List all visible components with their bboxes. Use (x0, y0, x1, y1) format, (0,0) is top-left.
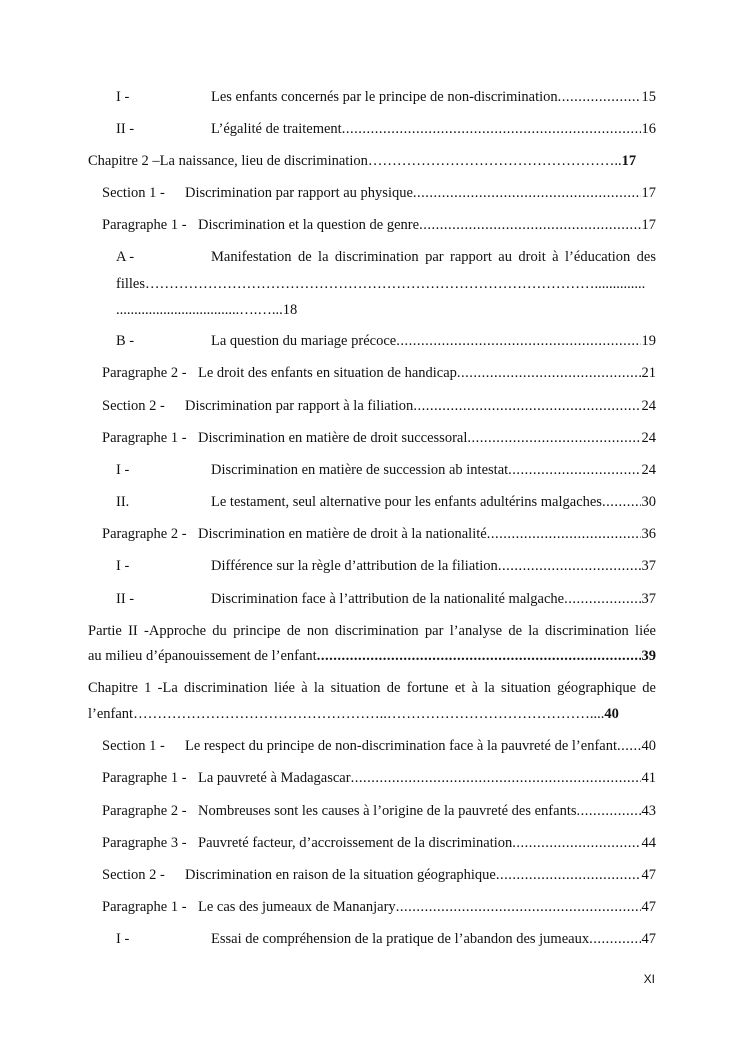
toc-entry (88, 491, 656, 513)
toc-leader (496, 864, 641, 886)
toc-page: 37 (641, 558, 656, 574)
toc-title: Discrimination en raison de la situation géographique (185, 867, 496, 883)
toc-title: Le droit des enfants en situation de handicap (198, 365, 457, 381)
toc-title: Discrimination en matière de droit à la nationalité (198, 526, 487, 542)
toc-leader (617, 735, 641, 757)
toc-title: Discrimination en matière de succession ab intestat (211, 462, 509, 478)
toc-leader (413, 395, 640, 417)
toc-entry (88, 459, 656, 481)
toc-title: Le respect du principe de non-discrimination face à la pauvreté de l’enfant (185, 738, 617, 754)
toc-chapter-entry-line2 (88, 703, 656, 725)
toc-page: 47 (641, 899, 656, 915)
toc-chapter-entry (88, 677, 656, 699)
toc-title: Manifestation de la discrimination par rapport au droit à l’éducation des (211, 249, 656, 265)
toc-entry (88, 214, 656, 236)
toc-page: 16 (641, 121, 656, 137)
toc-title: Essai de compréhension de la pratique de l’abandon des jumeaux (211, 931, 590, 947)
toc-page: 40 (641, 738, 656, 754)
toc-page: 24 (641, 398, 656, 414)
toc-title: Discrimination face à l’attribution de la nationalité malgache (211, 591, 565, 607)
toc-label: I - (116, 89, 130, 105)
toc-leader (602, 491, 641, 513)
toc-label: A - (116, 249, 135, 265)
toc-entry (88, 588, 656, 610)
toc-page: 39 (641, 648, 656, 664)
toc-leader (396, 896, 641, 918)
toc-entry (88, 362, 656, 384)
toc-page: 37 (641, 591, 656, 607)
toc-leader (508, 459, 640, 481)
toc-title: Chapitre 1 -La discrimination liée à la situation de fortune et à la situation géographique de (88, 680, 656, 696)
page-number: XI (643, 972, 655, 986)
toc-title: Chapitre 2 –La naissance, lieu de discrimination…………………………………………….. (88, 153, 622, 169)
toc-page: 43 (641, 803, 656, 819)
toc-label: Paragraphe 1 - (102, 430, 187, 446)
toc-page: 47 (641, 931, 656, 947)
toc-leader (317, 645, 641, 667)
toc-entry (88, 767, 656, 789)
toc-entry (88, 330, 656, 352)
toc-title: L’égalité de traitement (211, 121, 342, 137)
toc-entry (88, 555, 656, 577)
toc-entry (88, 86, 656, 108)
toc-title: La question du mariage précoce (211, 333, 397, 349)
toc-label: Paragraphe 1 - (102, 770, 187, 786)
toc-label: Section 2 - (102, 867, 165, 883)
toc-page: 41 (641, 770, 656, 786)
toc-leader (558, 86, 641, 108)
toc-title: Partie II -Approche du principe de non discrimination par l’analyse de la discrimination liée (88, 623, 656, 639)
toc-entry (88, 832, 656, 854)
toc-entry (88, 896, 656, 918)
toc-entry (88, 800, 656, 822)
toc-label: I - (116, 931, 130, 947)
toc-label: II. (116, 494, 130, 510)
toc-title: Nombreuses sont les causes à l’origine de la pauvreté des enfants (198, 803, 577, 819)
toc-leader (498, 555, 641, 577)
toc-label: Paragraphe 2 - (102, 803, 187, 819)
toc-entry (88, 928, 656, 950)
toc-title-continuation: ..................................….…...18 (116, 302, 298, 318)
toc-title-continuation: filles………………………………………………………………………………….............. (116, 276, 646, 292)
toc-chapter-entry (88, 150, 656, 172)
toc-leader (577, 800, 641, 822)
toc-leader (396, 330, 640, 352)
toc-title: l’enfant……………………………………………..…………………………………….... (88, 706, 605, 722)
toc-part-entry (88, 620, 656, 642)
toc-label: Paragraphe 2 - (102, 526, 187, 542)
toc-page: 44 (641, 835, 656, 851)
toc-title: au milieu d’épanouissement de l’enfant (88, 648, 317, 664)
toc-entry (88, 246, 656, 268)
toc-part-entry-line2 (88, 645, 656, 667)
toc-page: 17 (641, 185, 656, 201)
toc-page: 40 (604, 706, 619, 722)
toc-label: Section 2 - (102, 398, 165, 414)
toc-page: 47 (641, 867, 656, 883)
toc-leader (467, 427, 640, 449)
toc-leader (564, 588, 640, 610)
toc-leader (512, 832, 640, 854)
toc-label: Section 1 - (102, 738, 165, 754)
toc-leader (413, 182, 641, 204)
toc-label: II - (116, 121, 135, 137)
toc-entry (88, 395, 656, 417)
toc-entry (88, 118, 656, 140)
toc-page: 36 (641, 526, 656, 542)
toc-label: B - (116, 333, 135, 349)
toc-label: I - (116, 558, 130, 574)
toc-page: 21 (641, 365, 656, 381)
toc-label: Section 1 - (102, 185, 165, 201)
toc-label: II - (116, 591, 135, 607)
toc-leader (351, 767, 641, 789)
toc-title: Discrimination par rapport à la filiation (185, 398, 414, 414)
toc-leader (419, 214, 640, 236)
toc-title: Pauvreté facteur, d’accroissement de la discrimination (198, 835, 513, 851)
toc-page: 15 (641, 89, 656, 105)
toc-entry (88, 523, 656, 545)
toc-label: Paragraphe 3 - (102, 835, 187, 851)
toc-entry (88, 735, 656, 757)
toc-label: I - (116, 462, 130, 478)
toc-page: 19 (641, 333, 656, 349)
toc-label: Paragraphe 2 - (102, 365, 187, 381)
toc-leader (457, 362, 641, 384)
toc-title: Le cas des jumeaux de Mananjary (198, 899, 396, 915)
toc-title: Les enfants concernés par le principe de non-discrimination (211, 89, 558, 105)
toc-page: 30 (641, 494, 656, 510)
toc-title: Discrimination et la question de genre (198, 217, 420, 233)
toc-label: Paragraphe 1 - (102, 217, 187, 233)
toc-page: 17 (621, 153, 637, 169)
toc-page: 24 (641, 430, 656, 446)
toc-leader (342, 118, 641, 140)
toc-page: 24 (641, 462, 656, 478)
toc-title: Discrimination en matière de droit successoral (198, 430, 468, 446)
toc-leader (589, 928, 640, 950)
toc-leader (487, 523, 641, 545)
toc-title: Discrimination par rapport au physique (185, 185, 413, 201)
toc-entry (88, 182, 656, 204)
toc-title: Différence sur la règle d’attribution de la filiation (211, 558, 498, 574)
toc-title: Le testament, seul alternative pour les enfants adultérins malgaches (211, 494, 602, 510)
toc-title: La pauvreté à Madagascar (198, 770, 351, 786)
toc-page: 17 (641, 217, 656, 233)
toc-entry (88, 864, 656, 886)
toc-label: Paragraphe 1 - (102, 899, 187, 915)
toc-entry (88, 427, 656, 449)
